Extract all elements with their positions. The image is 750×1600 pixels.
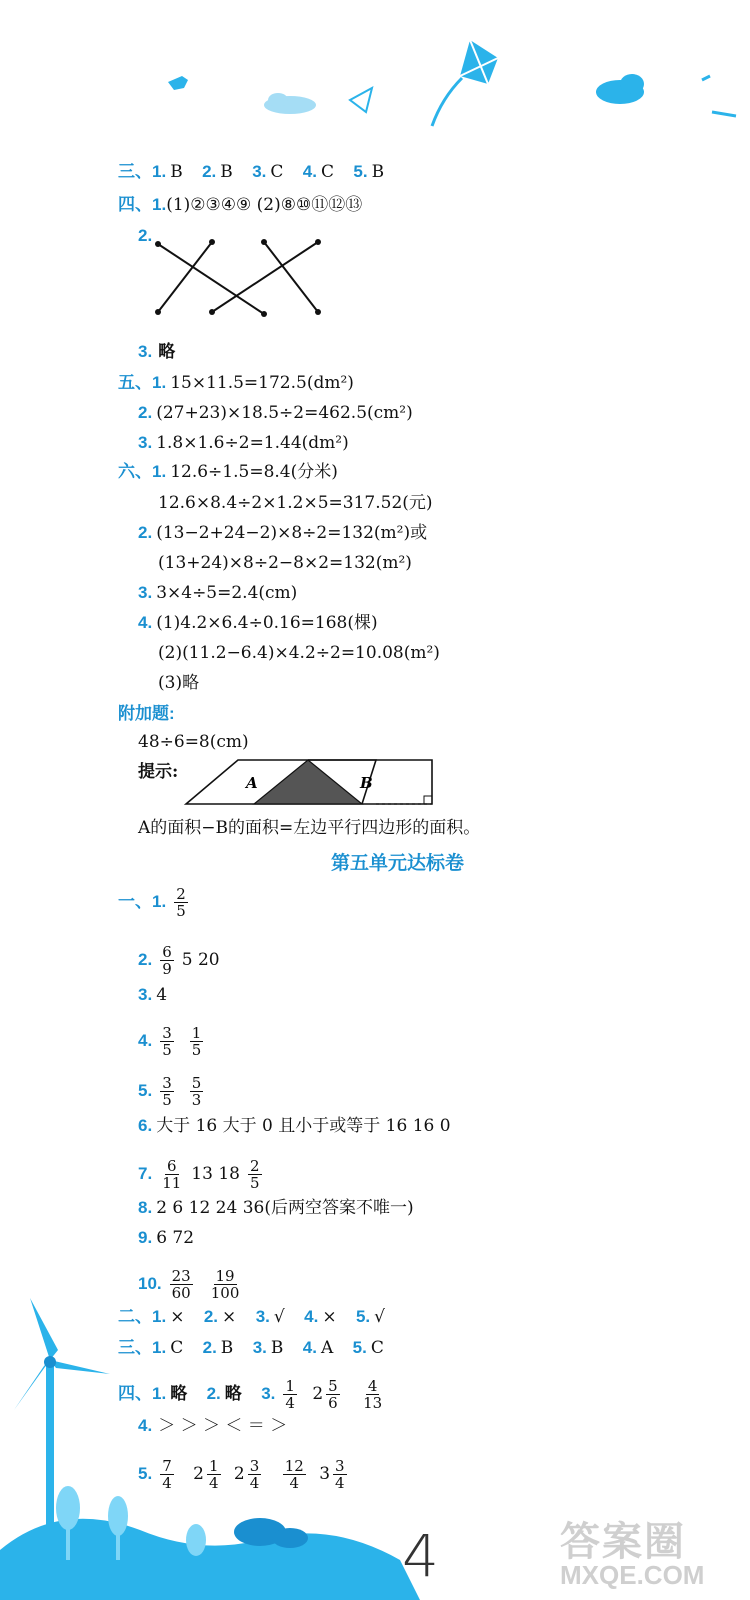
tail-icon bbox=[702, 76, 736, 116]
unit5-four-row2: 4. ＞ ＞ ＞ ＜ ＝ ＞ bbox=[138, 1416, 288, 1436]
unit5-q8: 8. 2 6 12 24 36(后两空答案不唯一) bbox=[138, 1198, 414, 1218]
unit5-q7: 7. $\frac{6}{11}$ 13 18 $\frac{2}{5}$ bbox=[138, 1157, 260, 1192]
unit5-q1: 一、1. $\frac{2}{5}$ bbox=[118, 885, 186, 920]
fraction: $\frac{2}{5}$ bbox=[249, 1157, 260, 1192]
section-6-q4b: (2)(11.2−6.4)×4.2÷2=10.08(m²) bbox=[158, 643, 440, 663]
unit5-q2: 2. $\frac{6}{9}$ 5 20 bbox=[138, 943, 220, 978]
bird-icon bbox=[168, 76, 188, 90]
watermark-logo: 答案圈 bbox=[560, 1520, 686, 1564]
unit5-q5: 5. $\frac{3}{5}$ $\frac{5}{3}$ bbox=[138, 1074, 202, 1109]
label-b: B bbox=[360, 774, 373, 792]
matching-diagram bbox=[150, 232, 330, 322]
fraction: $\frac{3}{4}$ bbox=[335, 1457, 345, 1492]
unit-title: 第五单元达标卷 bbox=[331, 852, 465, 874]
section-6-q2a: 2. (13−2+24−2)×8÷2=132(m²)或 bbox=[138, 523, 428, 543]
section-5-q1: 五、1. 15×11.5=172.5(dm²) bbox=[118, 373, 354, 393]
unit5-four-row3: 5. $\frac{7}{4}$ 2 $\frac{1}{4}$ 2 $\frac{3}{4}$ $\frac{12}{4}$ 3 $\frac{3}{4}$ bbox=[138, 1457, 345, 1492]
section-4-q1: 四、1.(1)②③④⑨ (2)⑧⑩⑪⑫⑬ bbox=[118, 195, 363, 215]
fraction: $\frac{6}{11}$ bbox=[162, 1157, 182, 1192]
watermark-url: MXQE.COM bbox=[560, 1560, 705, 1590]
hill-icon bbox=[0, 1519, 420, 1600]
extra-label: 附加题: bbox=[118, 704, 175, 723]
unit5-q10: 10. $\frac{23}{60}$ $\frac{19}{100}$ bbox=[138, 1267, 240, 1302]
fraction: $\frac{2}{5}$ bbox=[176, 885, 186, 920]
section-5-q2: 2. (27+23)×18.5÷2=462.5(cm²) bbox=[138, 403, 413, 423]
fraction: $\frac{19}{100}$ bbox=[210, 1267, 240, 1302]
fraction: $\frac{1}{4}$ bbox=[285, 1377, 295, 1412]
cloud-icon bbox=[596, 74, 644, 104]
page-number: 4 bbox=[402, 1522, 439, 1590]
fraction: $\frac{6}{9}$ bbox=[162, 943, 172, 978]
section-6-q4c: (3)略 bbox=[158, 673, 200, 693]
fraction: $\frac{5}{3}$ bbox=[191, 1074, 202, 1109]
section-4-q3: 3. 略 bbox=[138, 342, 176, 362]
section-6-q1a: 六、1. 12.6÷1.5=8.4(分米) bbox=[118, 462, 338, 482]
hills-decoration bbox=[0, 1457, 420, 1600]
unit5-four-row1: 四、1. 略 2. 略 3. $\frac{1}{4}$ 2 $\frac{5}{6}$ $\frac{4}{13}$ bbox=[118, 1377, 383, 1412]
fraction: $\frac{1}{4}$ bbox=[208, 1457, 219, 1492]
section-5-q3: 3. 1.8×1.6÷2=1.44(dm²) bbox=[138, 433, 349, 453]
section-4-q2: 2. bbox=[138, 226, 153, 245]
fraction: $\frac{1}{5}$ bbox=[191, 1024, 202, 1059]
extra-hint: 提示: bbox=[138, 762, 179, 782]
section-6-q3: 3. 3×4÷5=2.4(cm) bbox=[138, 583, 298, 603]
kite-icon bbox=[432, 40, 498, 126]
unit5-q3: 3. 4 bbox=[138, 985, 168, 1005]
fraction: $\frac{3}{5}$ bbox=[162, 1074, 172, 1109]
fraction: $\frac{3}{5}$ bbox=[162, 1024, 172, 1059]
unit5-three-row: 三、1. C 2. B 3. B 4. A 5. C bbox=[118, 1338, 384, 1358]
unit5-q6: 6. 大于 16 大于 0 且小于或等于 16 16 0 bbox=[138, 1116, 451, 1136]
unit5-two-row: 二、1. × 2. × 3. √ 4. × 5. √ bbox=[118, 1307, 385, 1327]
section-6-q2b: (13+24)×8÷2−8×2=132(m²) bbox=[158, 553, 412, 573]
section-3-row: 三、1. B 2. B 3. C 4. C 5. B bbox=[118, 162, 385, 182]
unit5-q4: 4. $\frac{3}{5}$ $\frac{1}{5}$ bbox=[138, 1024, 202, 1059]
section-6-q1b: 12.6×8.4÷2×1.2×5=317.52(元) bbox=[158, 493, 433, 513]
section-6-q4a: 4. (1)4.2×6.4÷0.16=168(棵) bbox=[138, 613, 378, 633]
extra-line1: 48÷6=8(cm) bbox=[138, 732, 249, 752]
label-a: A bbox=[246, 774, 258, 792]
section-label: 三、1. bbox=[118, 162, 167, 181]
fraction: $\frac{7}{4}$ bbox=[162, 1457, 172, 1492]
fraction: $\frac{4}{13}$ bbox=[363, 1377, 383, 1412]
parallelogram-diagram bbox=[180, 756, 440, 810]
fraction: $\frac{12}{4}$ bbox=[284, 1457, 304, 1492]
extra-conclusion: A的面积−B的面积=左边平行四边形的面积。 bbox=[138, 818, 481, 838]
cloud-icon bbox=[264, 93, 316, 114]
fraction: $\frac{5}{6}$ bbox=[328, 1377, 338, 1412]
fraction: $\frac{23}{60}$ bbox=[171, 1267, 191, 1302]
header-decoration bbox=[0, 0, 750, 140]
fraction: $\frac{3}{4}$ bbox=[249, 1457, 260, 1492]
unit5-q9: 9. 6 72 bbox=[138, 1228, 195, 1248]
kite-small-icon bbox=[350, 88, 372, 112]
